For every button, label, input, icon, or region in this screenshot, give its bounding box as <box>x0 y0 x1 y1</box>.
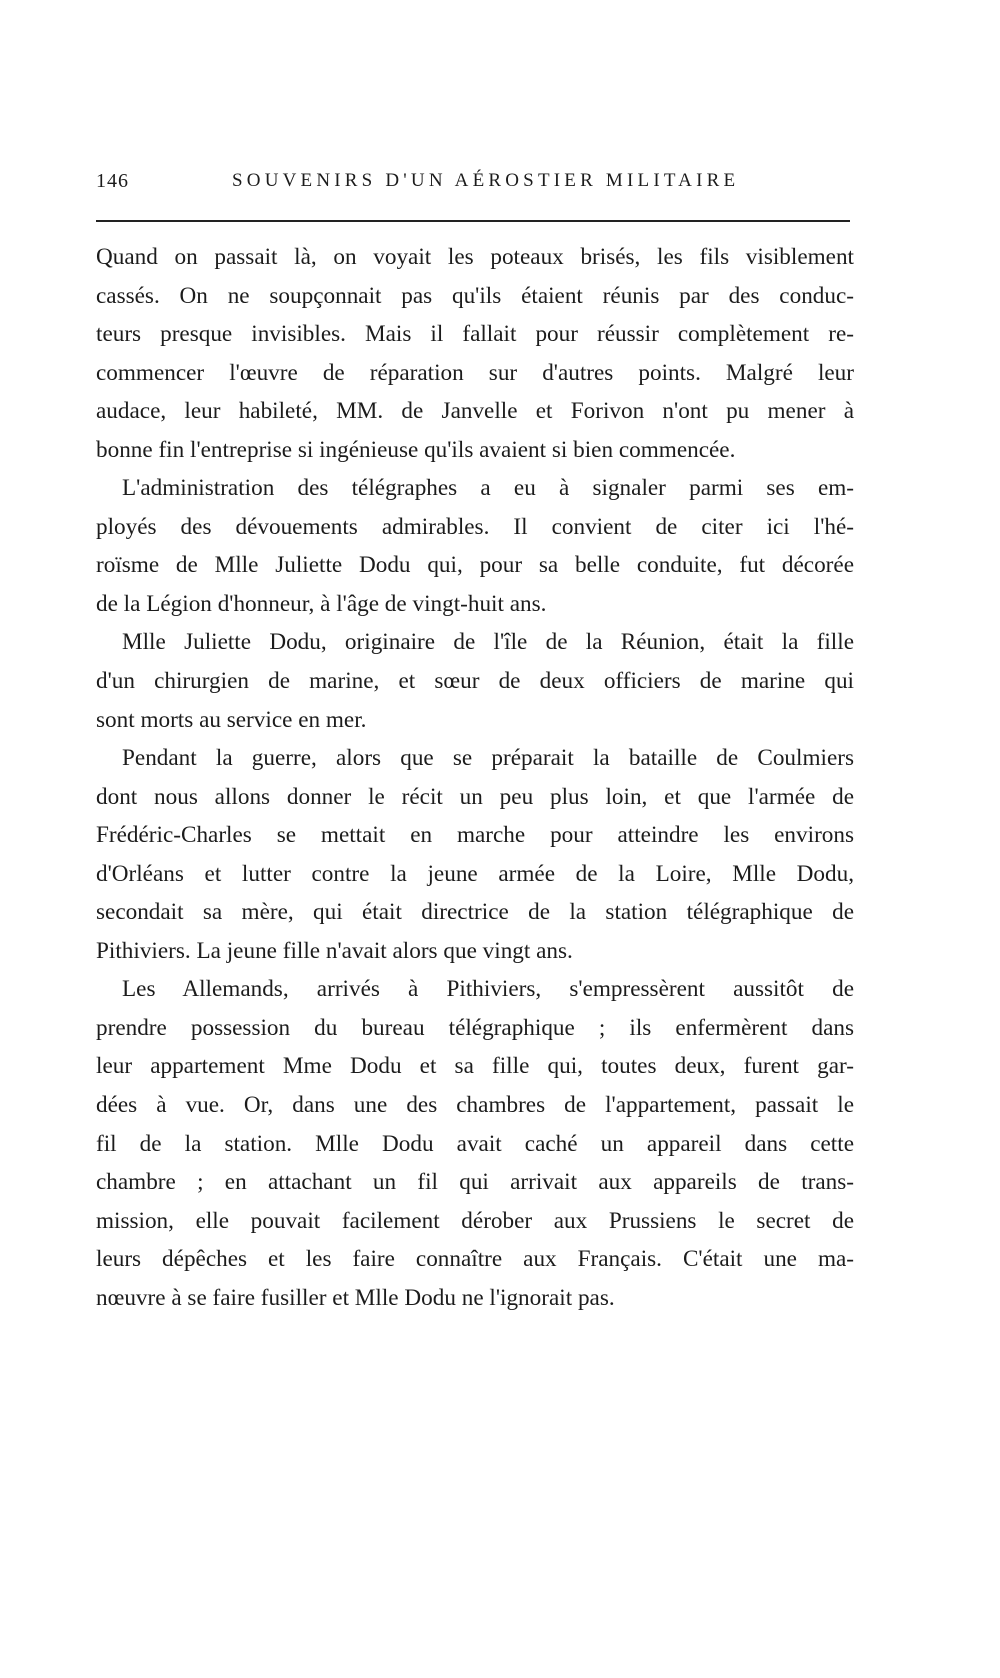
paragraph <box>96 238 854 469</box>
text-line: Mlle Juliette Dodu, originaire de l'île de la Réunion, était la fille <box>122 629 854 656</box>
text-line: cassés. On ne soupçonnait pas qu'ils étaient réunis par des conduc- <box>96 282 854 309</box>
body-text <box>96 238 854 1317</box>
text-line: bonne fin l'entreprise si ingénieuse qu'ils avaient si bien commencée. <box>96 436 736 463</box>
text-line: secondait sa mère, qui était directrice de la station télégraphique de <box>96 899 854 926</box>
text-line: Quand on passait là, on voyait les poteaux brisés, les fils visiblement <box>96 244 854 270</box>
text-line: d'un chirurgien de marine, et sœur de deux officiers de marine qui <box>96 668 854 695</box>
text-line: ployés des dévouements admirables. Il convient de citer ici l'hé- <box>96 513 854 540</box>
text-line: leurs dépêches et les faire connaître aux Français. C'était une ma- <box>96 1246 854 1273</box>
paragraph <box>96 623 854 739</box>
text-line: Frédéric-Charles se mettait en marche pour atteindre les environs <box>96 822 854 849</box>
text-line: L'administration des télégraphes a eu à signaler parmi ses em- <box>122 475 854 502</box>
text-line: de la Légion d'honneur, à l'âge de vingt-huit ans. <box>96 590 547 617</box>
text-line: fil de la station. Mlle Dodu avait caché un appareil dans cette <box>96 1130 854 1157</box>
text-line: Pendant la guerre, alors que se préparait la bataille de Coulmiers <box>122 745 854 772</box>
text-line: roïsme de Mlle Juliette Dodu qui, pour sa belle conduite, fut décorée <box>96 552 854 579</box>
text-line: teurs presque invisibles. Mais il fallait pour réussir complètement re- <box>96 321 854 348</box>
running-title: SOUVENIRS D'UN AÉROSTIER MILITAIRE <box>232 170 740 191</box>
header-rule <box>96 220 850 222</box>
text-line: chambre ; en attachant un fil qui arrivait aux appareils de trans- <box>96 1169 854 1196</box>
text-line: Les Allemands, arrivés à Pithiviers, s'empressèrent aussitôt de <box>122 976 854 1003</box>
paragraph <box>96 739 854 970</box>
paragraph <box>96 970 854 1317</box>
text-line: prendre possession du bureau télégraphique ; ils enfermèrent dans <box>96 1014 854 1041</box>
text-line: nœuvre à se faire fusiller et Mlle Dodu ne l'ignorait pas. <box>96 1284 615 1311</box>
paragraph <box>96 469 854 623</box>
running-head <box>96 170 856 206</box>
text-line: leur appartement Mme Dodu et sa fille qui, toutes deux, furent gar- <box>96 1053 854 1080</box>
text-line: commencer l'œuvre de réparation sur d'autres points. Malgré leur <box>96 359 854 386</box>
page-number: 146 <box>96 170 129 192</box>
text-line: Pithiviers. La jeune fille n'avait alors que vingt ans. <box>96 937 573 964</box>
text-line: dées à vue. Or, dans une des chambres de l'appartement, passait le <box>96 1092 854 1119</box>
text-line: sont morts au service en mer. <box>96 706 367 733</box>
text-line: d'Orléans et lutter contre la jeune armée de la Loire, Mlle Dodu, <box>96 860 854 887</box>
text-line: audace, leur habileté, MM. de Janvelle et Forivon n'ont pu mener à <box>96 398 854 425</box>
text-line: dont nous allons donner le récit un peu plus loin, et que l'armée de <box>96 783 854 810</box>
text-line: mission, elle pouvait facilement dérober aux Prussiens le secret de <box>96 1207 854 1234</box>
